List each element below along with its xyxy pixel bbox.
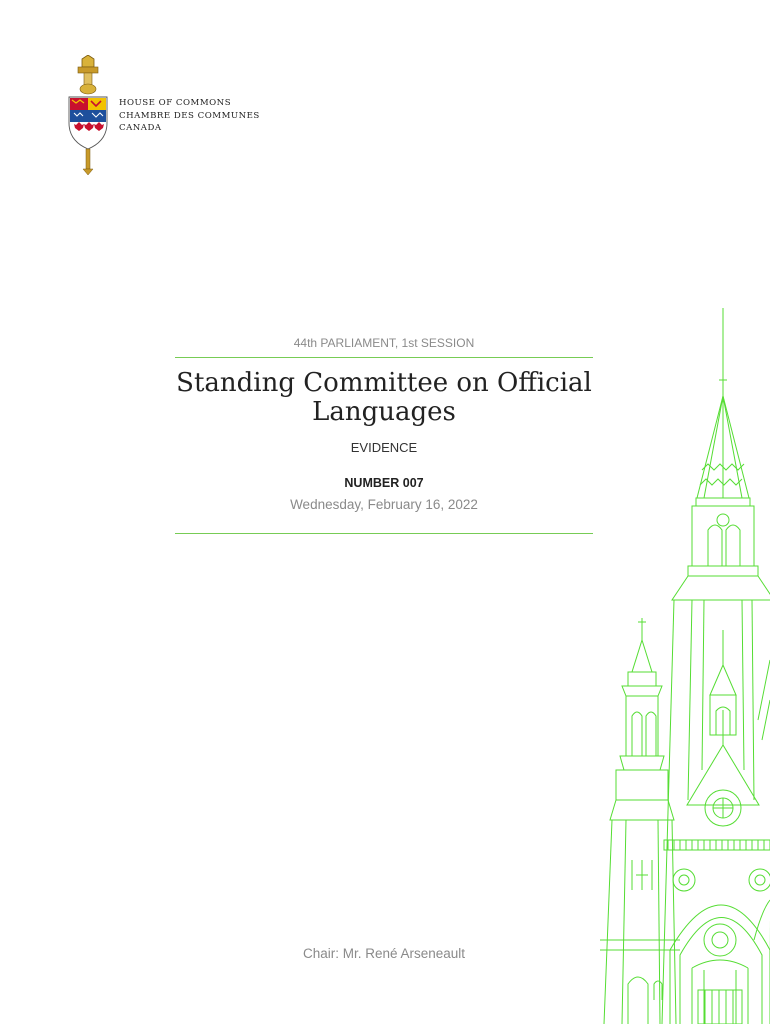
logo-line-chambre: CHAMBRE DES COMMUNES — [119, 110, 260, 121]
meeting-date: Wednesday, February 16, 2022 — [290, 497, 478, 512]
session-label: 44th PARLIAMENT, 1st SESSION — [293, 336, 475, 350]
meeting-number: NUMBER 007 — [344, 476, 424, 490]
committee-title: Standing Committee on Official Languages — [176, 368, 592, 427]
chair-line: Chair: Mr. René Arseneault — [302, 946, 466, 961]
parliament-tower-icon — [592, 300, 770, 1024]
bottom-divider — [175, 533, 593, 534]
logo-text — [119, 97, 260, 135]
evidence-label: EVIDENCE — [350, 440, 418, 455]
house-of-commons-logo — [64, 55, 260, 177]
coat-of-arms-icon — [64, 55, 114, 177]
logo-line-house: HOUSE OF COMMONS — [119, 98, 232, 108]
logo-line-canada: CANADA — [119, 123, 162, 133]
top-divider — [175, 357, 593, 358]
